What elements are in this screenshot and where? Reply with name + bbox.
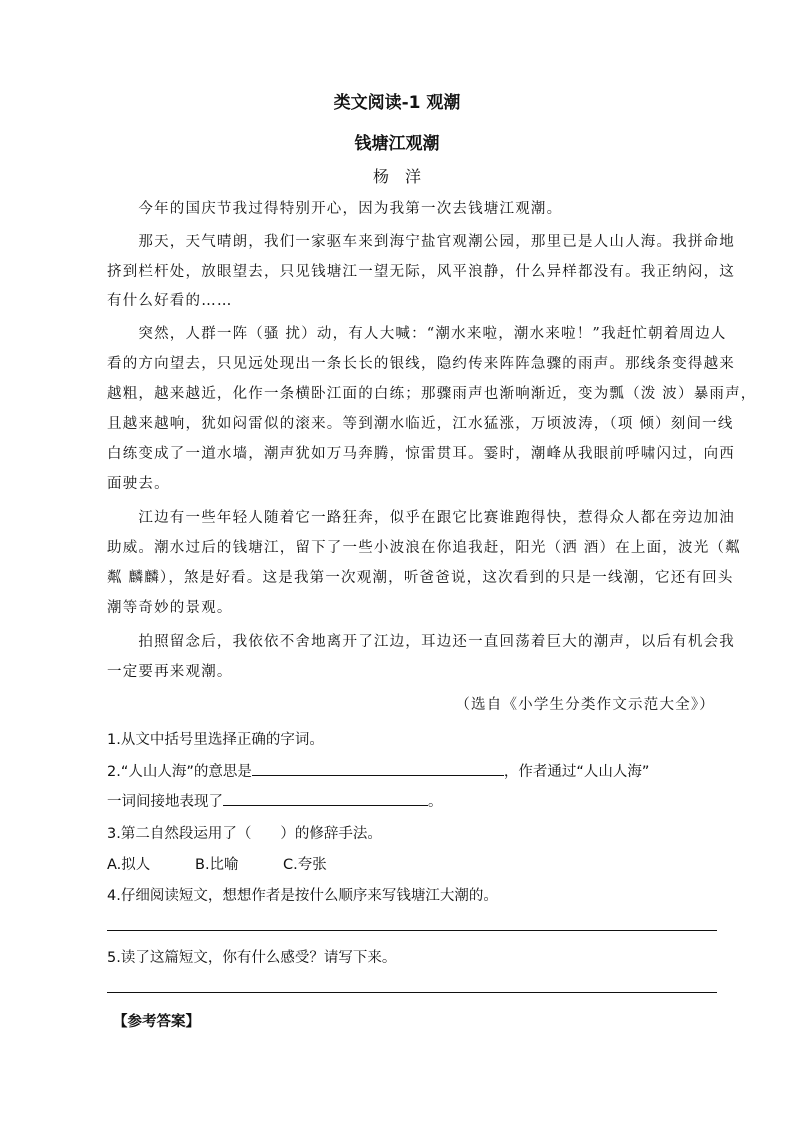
question-1: 1.从文中括号里选择正确的字词。 (107, 732, 324, 748)
option-a: A.拟人 (107, 857, 151, 873)
article-line: 有什么好看的…… (107, 293, 233, 309)
article-line: 白练变成了一道水墙，潮声犹如万马奔腾，惊雷贯耳。霎时，潮峰从我眼前呼啸闪过，向西 (107, 446, 735, 462)
article-line: 看的方向望去，只见远处现出一条长长的银线，隐约传来阵阵急骤的雨声。那线条变得越来 (107, 356, 735, 372)
answer-line-5[interactable] (107, 992, 717, 993)
article-line: 面驶去。 (107, 476, 170, 492)
question-2-text-a: 2.“人山人海”的意思是 (107, 764, 252, 780)
page-heading: 类文阅读-1 观潮 (333, 93, 461, 113)
question-3: 3.第二自然段运用了（ ）的修辞手法。 (107, 826, 382, 842)
article-author: 杨 洋 (372, 167, 421, 186)
question-2-text-b: ，作者通过“人山人海” (503, 764, 650, 780)
article-line: 挤到栏杆处，放眼望去，只见钱塘江一望无际，风平浪静，什么异样都没有。我正纳闷，这 (107, 264, 735, 280)
article-line: 粼 麟麟），煞是好看。这是我第一次观潮，听爸爸说，这次看到的只是一线潮，它还有回头 (107, 570, 734, 586)
article-line: 突然，人群一阵（骚 扰）动，有人大喊：“潮水来啦，潮水来啦！”我赶忙朝着周边人 (107, 326, 727, 342)
question-5: 5.读了这篇短文，你有什么感受？请写下来。 (107, 950, 397, 966)
question-3-options (107, 853, 327, 874)
question-4: 4.仔细阅读短文，想想作者是按什么顺序来写钱塘江大潮的。 (107, 888, 498, 904)
article-line: 越粗，越来越近，化作一条横卧江面的白练；那骤雨声也渐响渐近，变为瓢（泼 波）暴雨声， (107, 386, 757, 402)
article-line: 拍照留念后，我依依不舍地离开了江边，耳边还一直回荡着巨大的潮声，以后有机会我 (107, 634, 735, 650)
article-line: 一定要再来观潮。 (107, 664, 233, 680)
article-line: 潮等奇妙的景观。 (107, 600, 233, 616)
answer-blank[interactable] (223, 790, 428, 806)
article-line: 江边有一些年轻人随着它一路狂奔，似乎在跟它比赛谁跑得快，惹得众人都在旁边加油 (107, 510, 735, 526)
article-source: （选自《小学生分类作文示范大全》） (455, 697, 715, 713)
article-line: 今年的国庆节我过得特别开心，因为我第一次去钱塘江观潮。 (107, 201, 563, 217)
article-title: 钱塘江观潮 (354, 134, 440, 154)
option-b: B.比喻 (195, 857, 239, 873)
answer-line-4[interactable] (107, 930, 717, 931)
article-line: 助威。潮水过后的钱塘江，留下了一些小波浪在你追我赶，阳光（洒 酒）在上面，波光（粼 (107, 540, 741, 556)
question-2-text-c: 一词间接地表现了 (107, 794, 223, 810)
answer-header: 【参考答案】 (113, 1014, 200, 1030)
question-2-line2 (107, 790, 443, 811)
article-line: 那天，天气晴朗，我们一家驱车来到海宁盐官观潮公园，那里已是人山人海。我拼命地 (107, 234, 735, 250)
answer-blank[interactable] (252, 760, 504, 776)
question-2-line1 (107, 760, 649, 781)
option-c: C.夸张 (283, 857, 327, 873)
article-line: 且越来越响，犹如闷雷似的滚来。等到潮水临近，江水猛涨，万顷波涛，（项 倾）刻间一线 (107, 416, 734, 432)
question-2-text-d: 。 (428, 794, 443, 810)
